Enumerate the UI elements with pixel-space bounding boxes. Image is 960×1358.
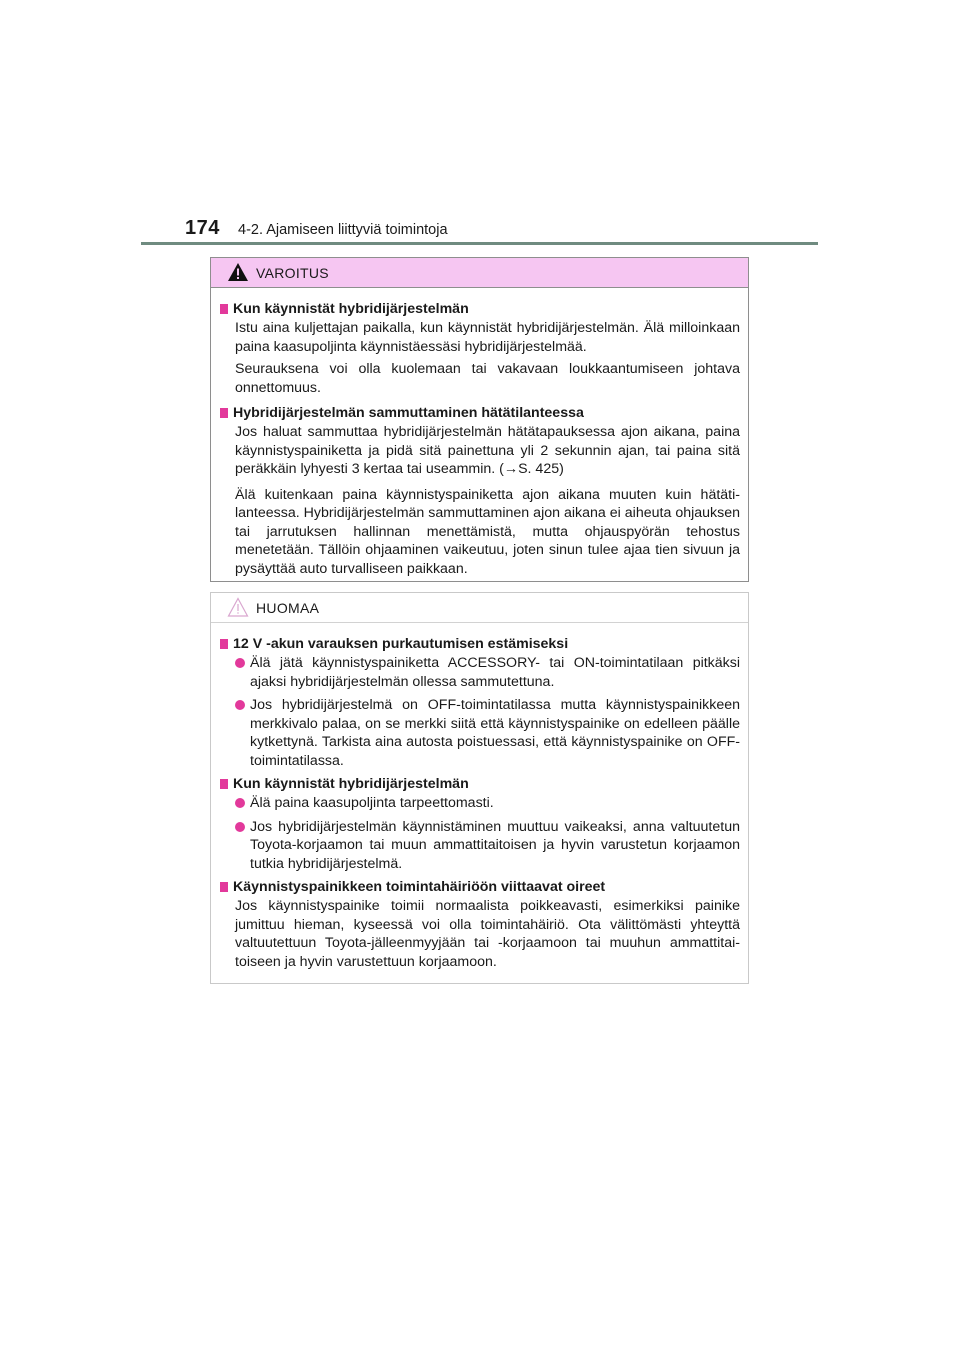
paragraph: Älä kuitenkaan paina käynnistyspainiketta ajon aikana muuten kuin hätätilanteessa. Hybridijärjestelmän sammuttaminen ajon aikana ei aiheuta ohjauksen tai jarrutuksen hallinnan menettämistä, mutta ohjauspyörän tehostus menetetään. Tällöin ohjaaminen vaikeutuu, joten sinun tulee ajaa tien sivuun ja pysäyttää auto turvalliseen paikkaan. [235, 486, 740, 577]
paragraph: Seurauksena voi olla kuolemaan tai vakavaan loukkaantumiseen johtava onnettomuus. [235, 361, 740, 396]
heading-text: 12 V -akun varauksen purkautumisen estämiseksi [233, 636, 569, 652]
warning-label: VAROITUS [256, 265, 329, 281]
round-bullet-icon [235, 822, 245, 832]
heading-text: Käynnistyspainikkeen toimintahäiriöön viittaavat oireet [233, 879, 606, 895]
notice-box-header [211, 593, 748, 623]
heading-text: Hybridijärjestelmän sammuttaminen hätätilanteessa [233, 405, 584, 421]
caution-outline-triangle-icon [227, 597, 249, 617]
square-bullet-icon [220, 304, 228, 314]
list-item [235, 696, 740, 770]
paragraph: Jos haluat sammuttaa hybridijärjestelmän hätätapauksessa ajon aikana, paina käynnistyspainiketta ja pidä sitä painettuna yli 2 sekunnin ajan, tai paina sitä peräkkäin lyhyesti 3 kertaa tai useammin. (→S. 425) [235, 424, 740, 477]
warning-box-header [211, 258, 748, 288]
square-bullet-icon [220, 639, 228, 649]
round-bullet-icon [235, 658, 245, 668]
section-title: 4-2. Ajamiseen liittyviä toimintoja [238, 222, 448, 238]
heading-text: Kun käynnistät hybridijärjestelmän [233, 301, 469, 317]
section-heading [218, 635, 740, 653]
heading-text: Kun käynnistät hybridijärjestelmän [233, 776, 469, 792]
paragraph: Istu aina kuljettajan paikalla, kun käynnistät hybridijärjestelmän. Älä milloinkaan paina kaasupoljinta käynnistäessäsi hybridijärjestelmää. [235, 320, 740, 355]
list-item [235, 794, 740, 813]
warning-box-body [211, 288, 748, 578]
section-heading [218, 878, 740, 896]
list-item-text: Älä paina kaasupoljinta tarpeettomasti. [250, 795, 494, 811]
section-heading [218, 300, 740, 318]
notice-box-body [211, 623, 748, 971]
list-item [235, 654, 740, 691]
square-bullet-icon [220, 779, 228, 789]
round-bullet-icon [235, 798, 245, 808]
round-bullet-icon [235, 700, 245, 710]
notice-box [210, 592, 749, 984]
list-item [235, 818, 740, 874]
notice-label: HUOMAA [256, 600, 320, 616]
list-item-text: Älä jätä käynnistyspainiketta ACCESSORY- tai ON-toimintatilaan pitkäksi ajaksi hybridijärjestelmän ollessa sammutettuna. [250, 655, 740, 690]
list-item-text: Jos hybridijärjestelmä on OFF-toimintatilassa mutta käynnistyspainikkeen merkkivalo palaa, on se merkki siitä että käynnistyspainike on edelleen päälle kytkettynä. Tarkista aina autosta poistuessasi, että käynnistyspainike on OFF-toimintatilassa. [250, 697, 740, 769]
warning-box [210, 257, 749, 582]
list-item-text: Jos hybridijärjestelmän käynnistäminen muuttuu vaikeaksi, anna valtuutetun Toyota-korjaamon tai muun ammattitaitoisen ja hyvin varustetun korjaamon tutkia hybridijärjestelmä. [250, 818, 740, 872]
paragraph: Jos käynnistyspainike toimii normaalista poikkeavasti, esimerkiksi painike jumittuu hieman, kyseessä voi olla toimintahäiriö. Ota välittömästi yhteyttä valtuutettuun Toyota-jälleenmyyjään tai -korjaamoon tai muuhun ammattitaitoiseen ja hyvin varustettuun korjaamoon. [235, 898, 740, 970]
section-heading [218, 404, 740, 422]
square-bullet-icon [220, 882, 228, 892]
section-heading [218, 775, 740, 793]
square-bullet-icon [220, 408, 228, 418]
warning-triangle-icon [227, 262, 249, 282]
page-number: 174 [185, 217, 220, 239]
header-rule [141, 242, 818, 245]
